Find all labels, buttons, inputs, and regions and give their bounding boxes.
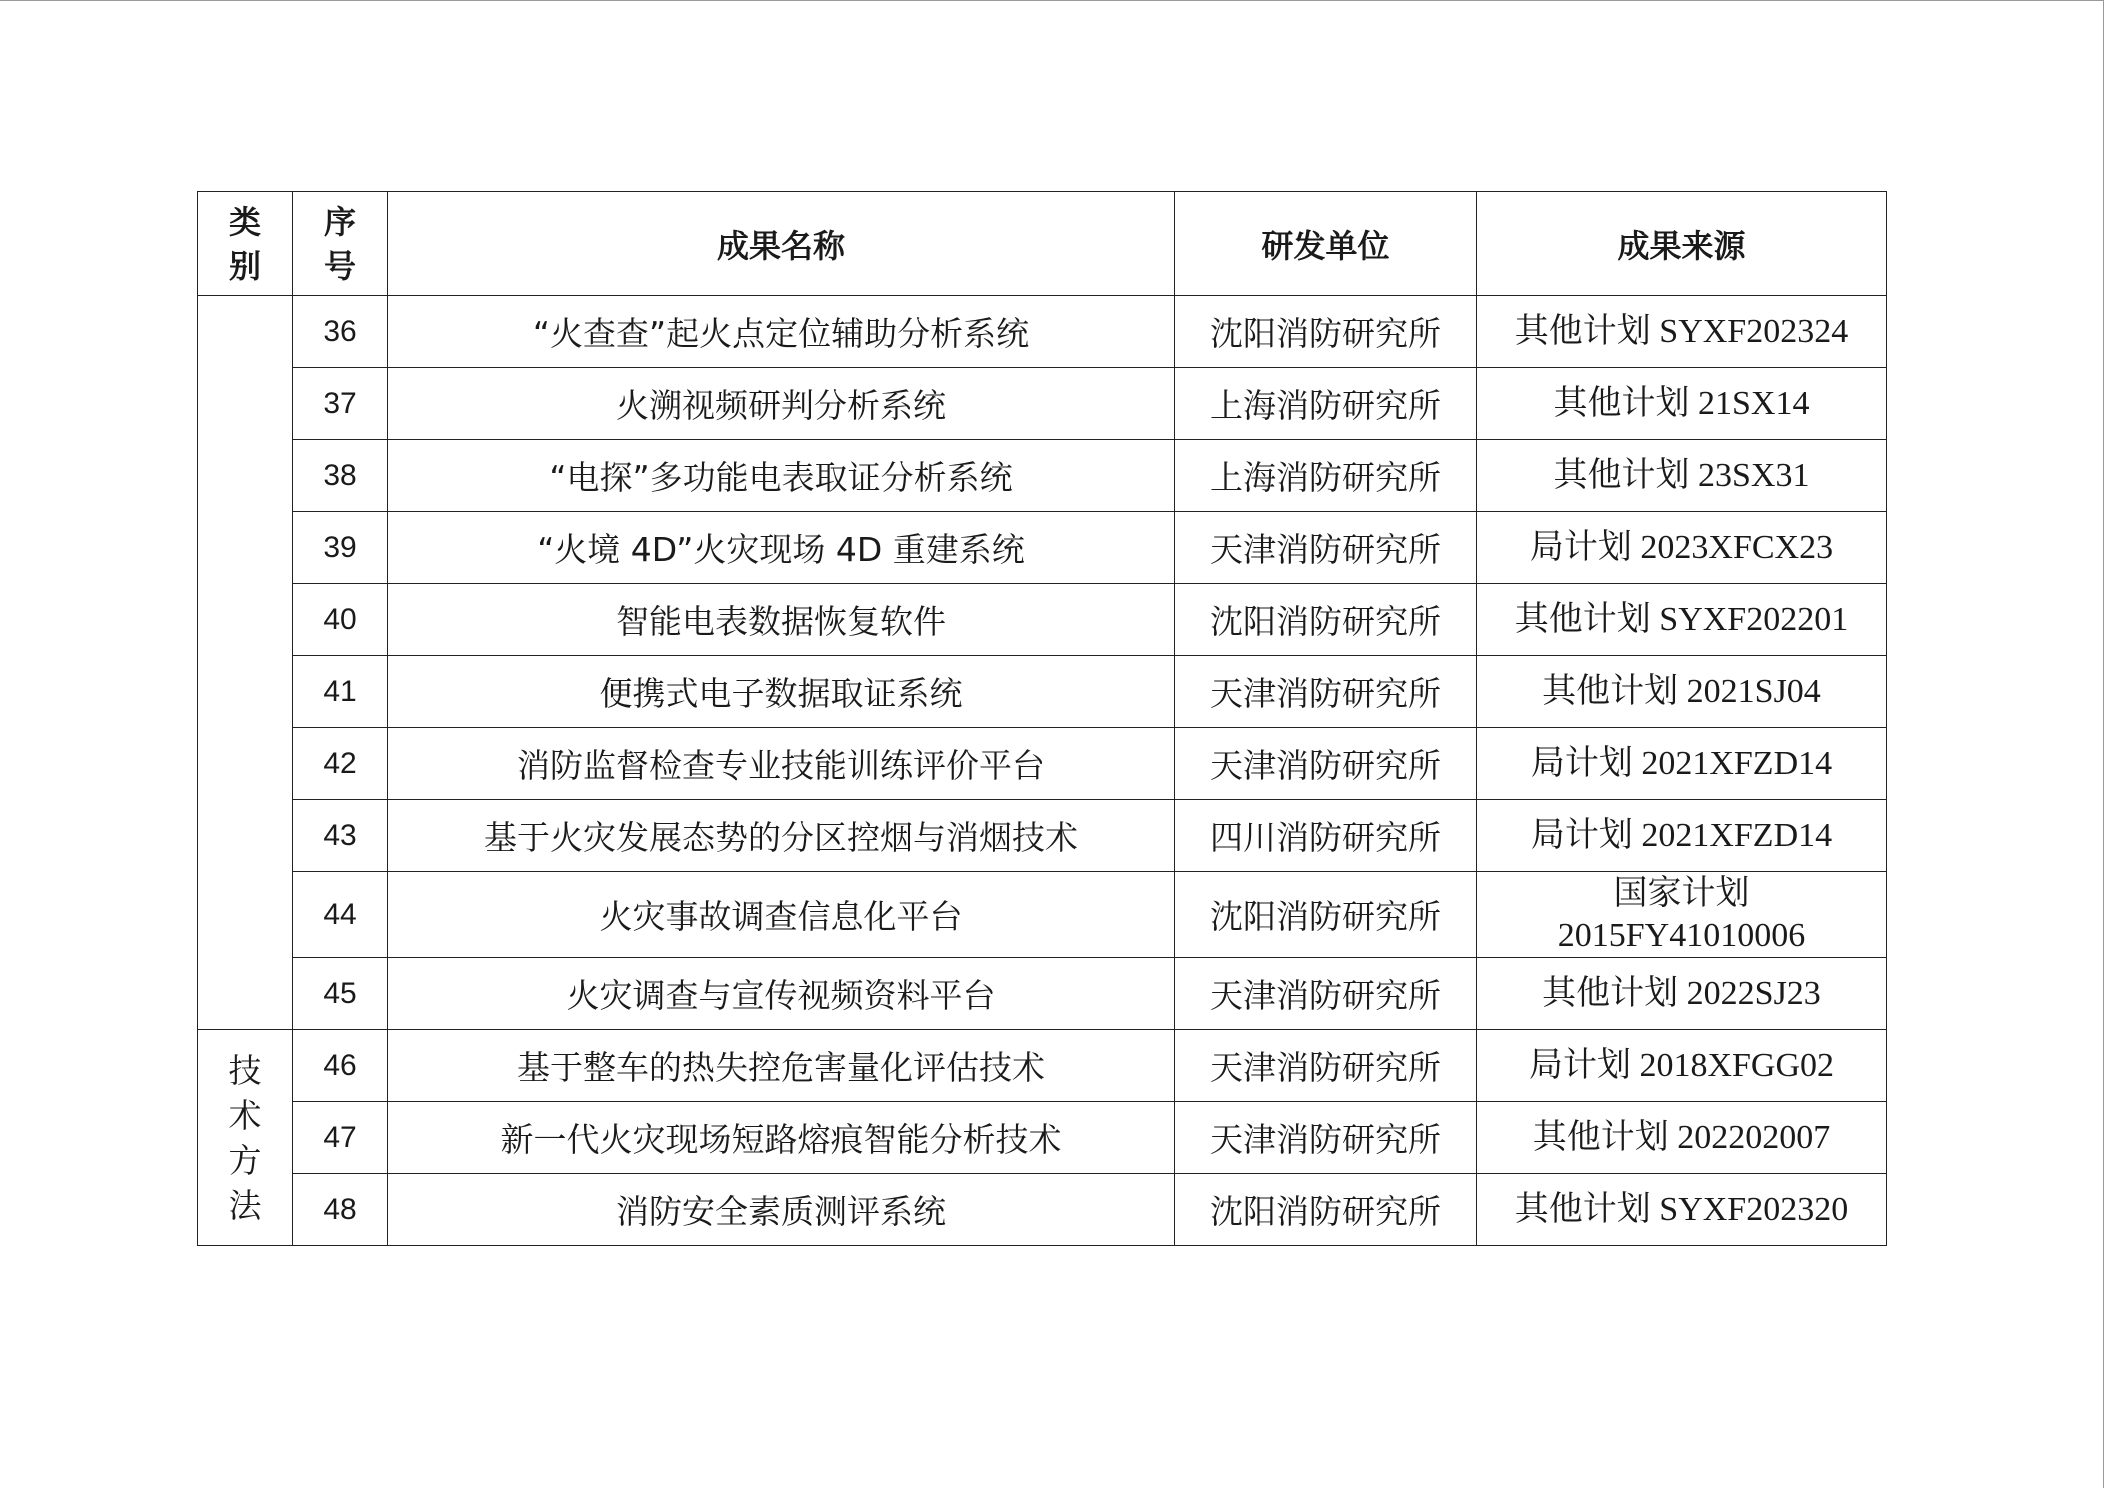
- source-line: 其他计划 SYXF202324: [1514, 312, 1849, 350]
- developer-unit: 沈阳消防研究所: [1175, 296, 1477, 368]
- result-name: “火境 4D”火灾现场 4D 重建系统: [388, 512, 1175, 584]
- row-number: 40: [293, 584, 388, 656]
- result-source: [1477, 728, 1887, 800]
- developer-unit: 上海消防研究所: [1175, 440, 1477, 512]
- category-cell-group-1: [198, 296, 293, 1030]
- developer-unit: 沈阳消防研究所: [1175, 872, 1477, 958]
- table-row: [198, 1030, 1887, 1102]
- category-char: 技: [228, 1050, 262, 1090]
- table-row: [198, 872, 1887, 958]
- table-row: [198, 584, 1887, 656]
- results-table: [197, 191, 1887, 1246]
- row-number: 42: [293, 728, 388, 800]
- source-line: 国家计划: [1613, 874, 1750, 912]
- developer-unit: 天津消防研究所: [1175, 512, 1477, 584]
- category-label: [198, 1048, 292, 1228]
- source-line: 局计划 2021XFZD14: [1530, 816, 1833, 854]
- header-row: [198, 192, 1887, 296]
- result-source: [1477, 656, 1887, 728]
- table-row: [198, 512, 1887, 584]
- row-number: 37: [293, 368, 388, 440]
- row-number: 46: [293, 1030, 388, 1102]
- developer-unit: 沈阳消防研究所: [1175, 584, 1477, 656]
- developer-unit: 天津消防研究所: [1175, 958, 1477, 1030]
- source-line: 其他计划 23SX31: [1553, 456, 1810, 494]
- page-top-border: [0, 0, 2104, 1]
- table-row: [198, 440, 1887, 512]
- developer-unit: 天津消防研究所: [1175, 1102, 1477, 1174]
- table-row: [198, 1102, 1887, 1174]
- result-source: [1477, 872, 1887, 958]
- result-name: 消防安全素质测评系统: [388, 1174, 1175, 1246]
- row-number: 48: [293, 1174, 388, 1246]
- category-cell-group-2: [198, 1030, 293, 1246]
- row-number: 47: [293, 1102, 388, 1174]
- table-row: [198, 728, 1887, 800]
- result-name: 消防监督检查专业技能训练评价平台: [388, 728, 1175, 800]
- result-source: [1477, 440, 1887, 512]
- result-name: 便携式电子数据取证系统: [388, 656, 1175, 728]
- result-name: 基于整车的热失控危害量化评估技术: [388, 1030, 1175, 1102]
- table-row: [198, 800, 1887, 872]
- result-source: [1477, 512, 1887, 584]
- header-serial-char: 序: [323, 202, 356, 241]
- row-number: 41: [293, 656, 388, 728]
- developer-unit: 沈阳消防研究所: [1175, 1174, 1477, 1246]
- result-name: 火灾调查与宣传视频资料平台: [388, 958, 1175, 1030]
- table-row: [198, 368, 1887, 440]
- result-source: [1477, 368, 1887, 440]
- result-source: [1477, 958, 1887, 1030]
- developer-unit: 天津消防研究所: [1175, 1030, 1477, 1102]
- result-source: [1477, 800, 1887, 872]
- category-char: 法: [228, 1185, 262, 1225]
- source-line: 局计划 2021XFZD14: [1530, 744, 1833, 782]
- row-number: 44: [293, 872, 388, 958]
- developer-unit: 上海消防研究所: [1175, 368, 1477, 440]
- category-char: 方: [228, 1140, 262, 1180]
- row-number: 43: [293, 800, 388, 872]
- header-serial-char: 号: [323, 246, 356, 285]
- header-category: [198, 192, 293, 296]
- header-serial: [293, 192, 388, 296]
- result-name: 火溯视频研判分析系统: [388, 368, 1175, 440]
- result-source: [1477, 1174, 1887, 1246]
- table-row: [198, 656, 1887, 728]
- result-name: 新一代火灾现场短路熔痕智能分析技术: [388, 1102, 1175, 1174]
- developer-unit: 四川消防研究所: [1175, 800, 1477, 872]
- result-source: [1477, 1102, 1887, 1174]
- result-name: 智能电表数据恢复软件: [388, 584, 1175, 656]
- result-name: 基于火灾发展态势的分区控烟与消烟技术: [388, 800, 1175, 872]
- header-category-char: 类: [228, 202, 261, 241]
- result-name: “火查查”起火点定位辅助分析系统: [388, 296, 1175, 368]
- source-line: 其他计划 2021SJ04: [1542, 672, 1821, 710]
- developer-unit: 天津消防研究所: [1175, 656, 1477, 728]
- source-line: 2015FY41010006: [1557, 916, 1806, 954]
- source-line: 局计划 2018XFGG02: [1528, 1046, 1835, 1084]
- header-source: 成果来源: [1477, 192, 1887, 296]
- row-number: 36: [293, 296, 388, 368]
- source-line: 其他计划 202202007: [1532, 1118, 1831, 1156]
- source-line: 其他计划 SYXF202320: [1514, 1190, 1849, 1228]
- row-number: 45: [293, 958, 388, 1030]
- source-line: 局计划 2023XFCX23: [1529, 528, 1834, 566]
- row-number: 39: [293, 512, 388, 584]
- row-number: 38: [293, 440, 388, 512]
- header-category-char: 别: [228, 246, 261, 285]
- category-char: 术: [228, 1095, 262, 1135]
- result-source: [1477, 1030, 1887, 1102]
- result-name: “电探”多功能电表取证分析系统: [388, 440, 1175, 512]
- result-name: 火灾事故调查信息化平台: [388, 872, 1175, 958]
- table-row: [198, 958, 1887, 1030]
- source-line: 其他计划 21SX14: [1553, 384, 1810, 422]
- header-name: 成果名称: [388, 192, 1175, 296]
- result-source: [1477, 584, 1887, 656]
- table-row: [198, 1174, 1887, 1246]
- source-line: 其他计划 SYXF202201: [1514, 600, 1849, 638]
- result-source: [1477, 296, 1887, 368]
- table-row: [198, 296, 1887, 368]
- header-unit: 研发单位: [1175, 192, 1477, 296]
- source-line: 其他计划 2022SJ23: [1542, 974, 1821, 1012]
- developer-unit: 天津消防研究所: [1175, 728, 1477, 800]
